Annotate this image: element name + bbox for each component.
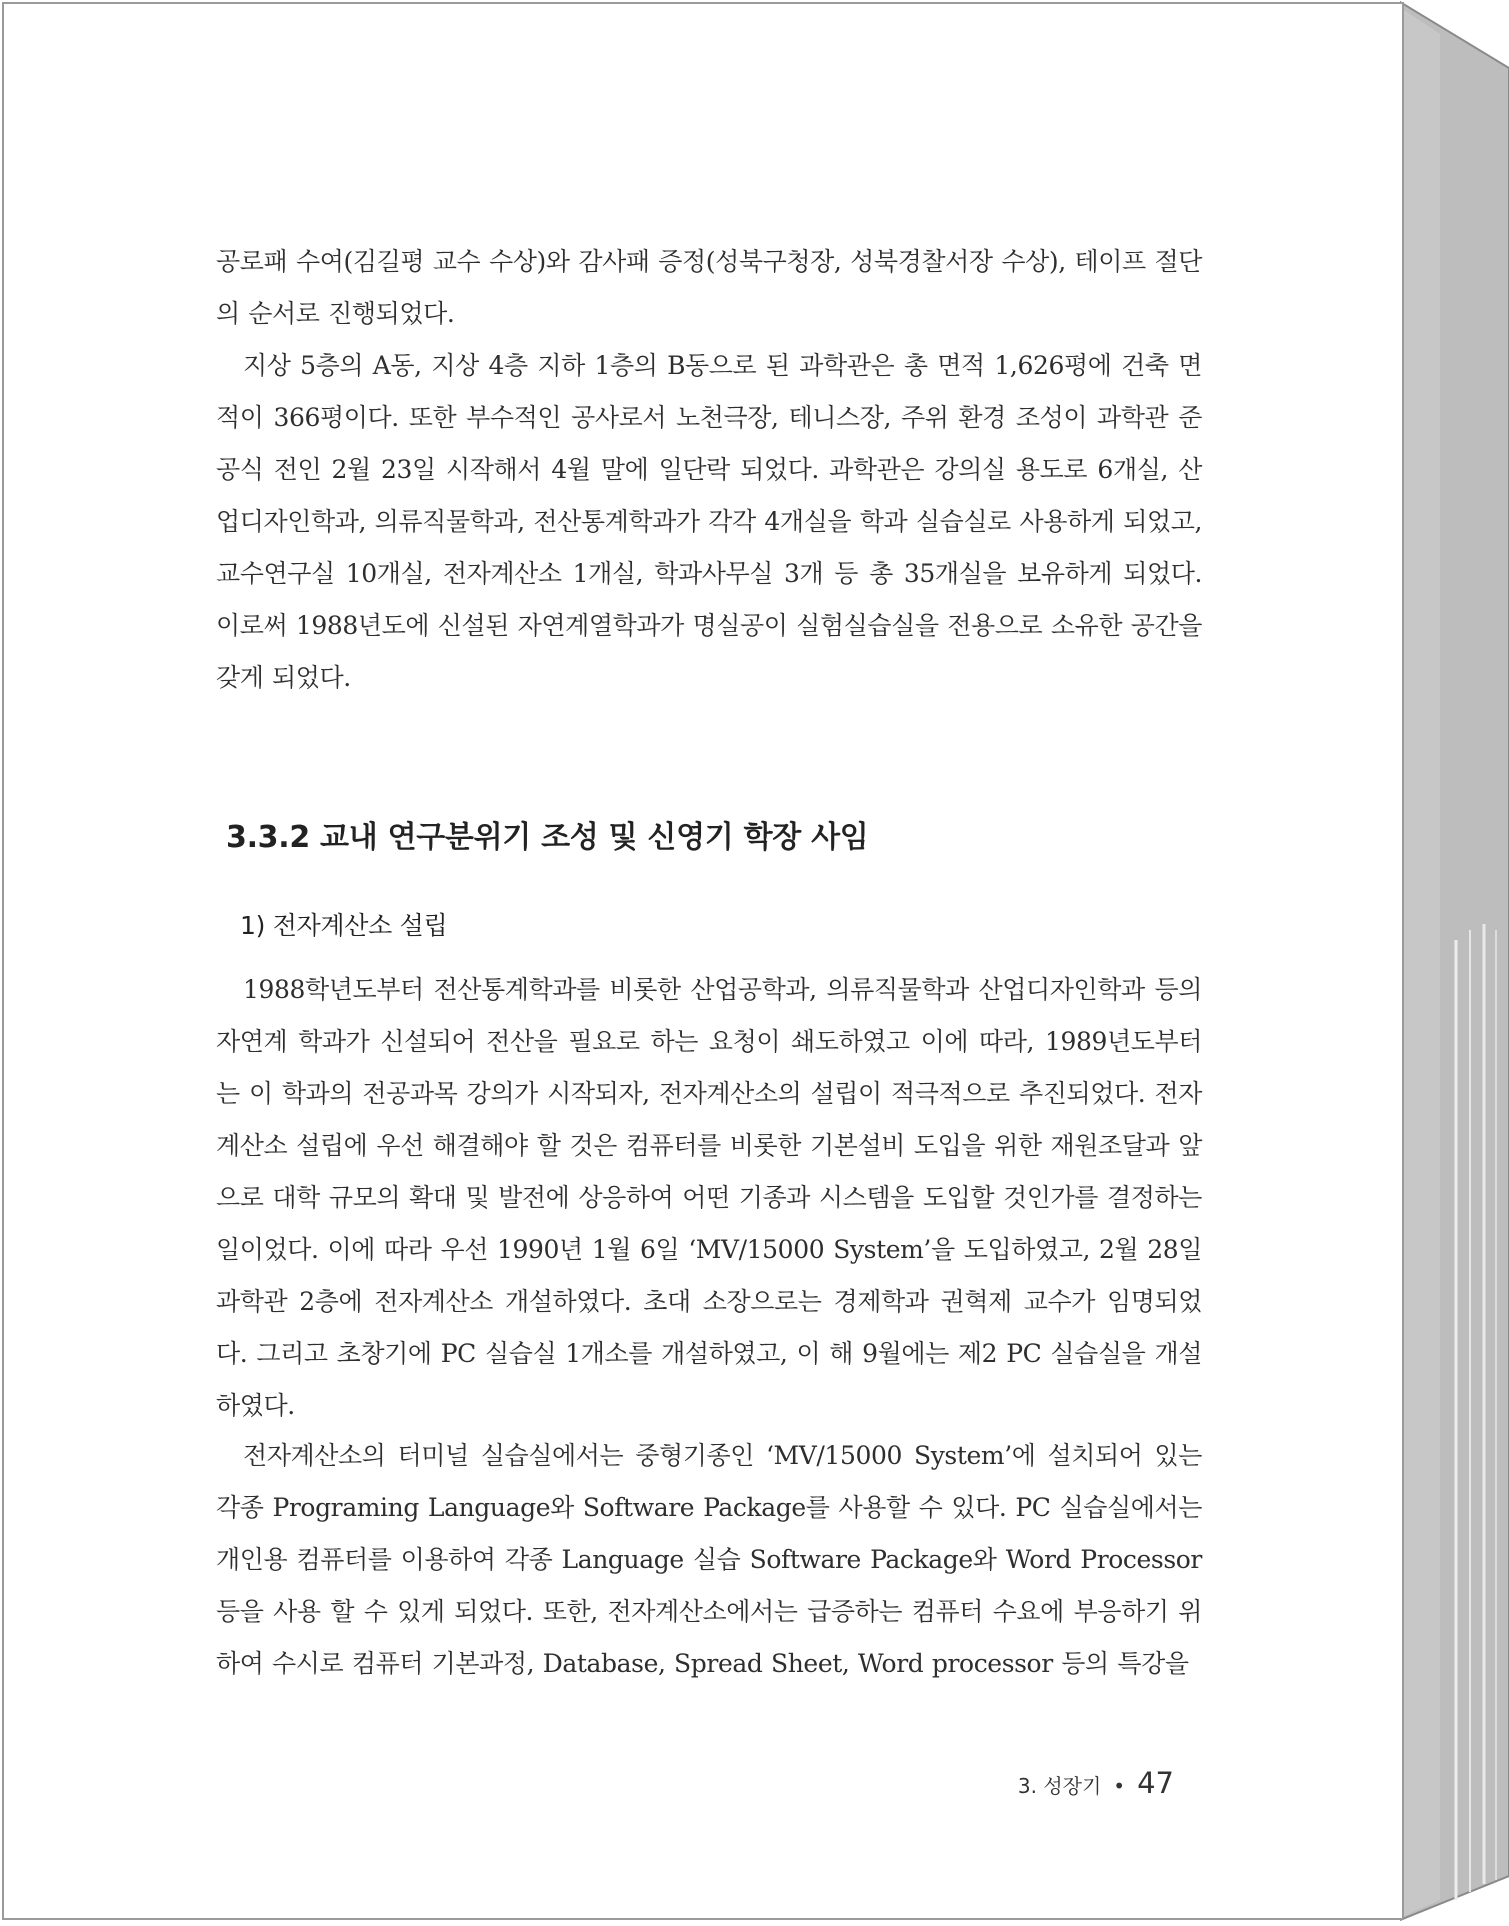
book-page-edges <box>1400 0 1509 1926</box>
footer-bullet: • <box>1113 1774 1126 1798</box>
page <box>2 2 1404 1920</box>
paragraph-computer-center-founding: 1988학년도부터 전산통계학과를 비롯한 산업공학과, 의류직물학과 산업디자인학과 등의 자연계 학과가 신설되어 전산을 필요로 하는 요청이 쇄도하였고 이에 따라, 1989년도부터는 이 학과의 전공과목 강의가 시작되자, 전자계산소의 설립이 적극적으로 추진되었다. 전자계산소 설립에 우선 해결해야 할 것은 컴퓨터를 비롯한 기본설비 도입을 위한 재원조달과 앞으로 대학 규모의 확대 및 발전에 상응하여 어떤 기종과 시스템을 도입할 것인가를 결정하는 일이었다. 이에 따라 우선 1990년 1월 6일 ‘MV/15000 System’을 도입하였고, 2월 28일 과학관 2층에 전자계산소 개설하였다. 초대 소장으로는 경제학과 권혁제 교수가 임명되었다. 그리고 초창기에 PC 실습실 1개소를 개설하였고, 이 해 9월에는 제2 PC 실습실을 개설하였다. <box>216 975 1202 1420</box>
sub-heading: 1) 전자계산소 설립 <box>240 911 448 940</box>
page-number: 47 <box>1137 1766 1174 1800</box>
paragraph-ceremony: 공로패 수여(김길평 교수 수상)와 감사패 증정(성북구청장, 성북경찰서장 수상), 테이프 절단의 순서로 진행되었다. <box>216 247 1202 328</box>
paragraph-science-building: 지상 5층의 A동, 지상 4층 지하 1층의 B동으로 된 과학관은 총 면적 1,626평에 건축 면적이 366평이다. 또한 부수적인 공사로서 노천극장, 테니스장, 주위 환경 조성이 과학관 준공식 전인 2월 23일 시작해서 4월 말에 일단락 되었다. 과학관은 강의실 용도로 6개실, 산업디자인학과, 의류직물학과, 전산통계학과가 각각 4개실을 학과 실습실로 사용하게 되었고, 교수연구실 10개실, 전자계산소 1개실, 학과사무실 3개 등 총 35개실을 보유하게 되었다. 이로써 1988년도에 신설된 자연계열학과가 명실공이 실험실습실을 전용으로 소유한 공간을 갖게 되었다. <box>216 351 1202 692</box>
section-heading: 3.3.2 교내 연구분위기 조성 및 신영기 학장 사임 <box>226 820 869 855</box>
page-footer <box>1018 1766 1174 1800</box>
footer-chapter-title: 3. 성장기 <box>1017 1774 1102 1798</box>
paragraph-computer-labs: 전자계산소의 터미널 실습실에서는 중형기종인 ‘MV/15000 System’에 설치되어 있는 각종 Programing Language와 Software Package를 사용할 수 있다. PC 실습실에서는 개인용 컴퓨터를 이용하여 각종 Language 실습 Software Package와 Word Processor 등을 사용 할 수 있게 되었다. 또한, 전자계산소에서는 급증하는 컴퓨터 수요에 부응하기 위하여 수시로 컴퓨터 기본과정, Database, Spread Sheet, Word processor 등의 특강을 <box>216 1441 1202 1678</box>
